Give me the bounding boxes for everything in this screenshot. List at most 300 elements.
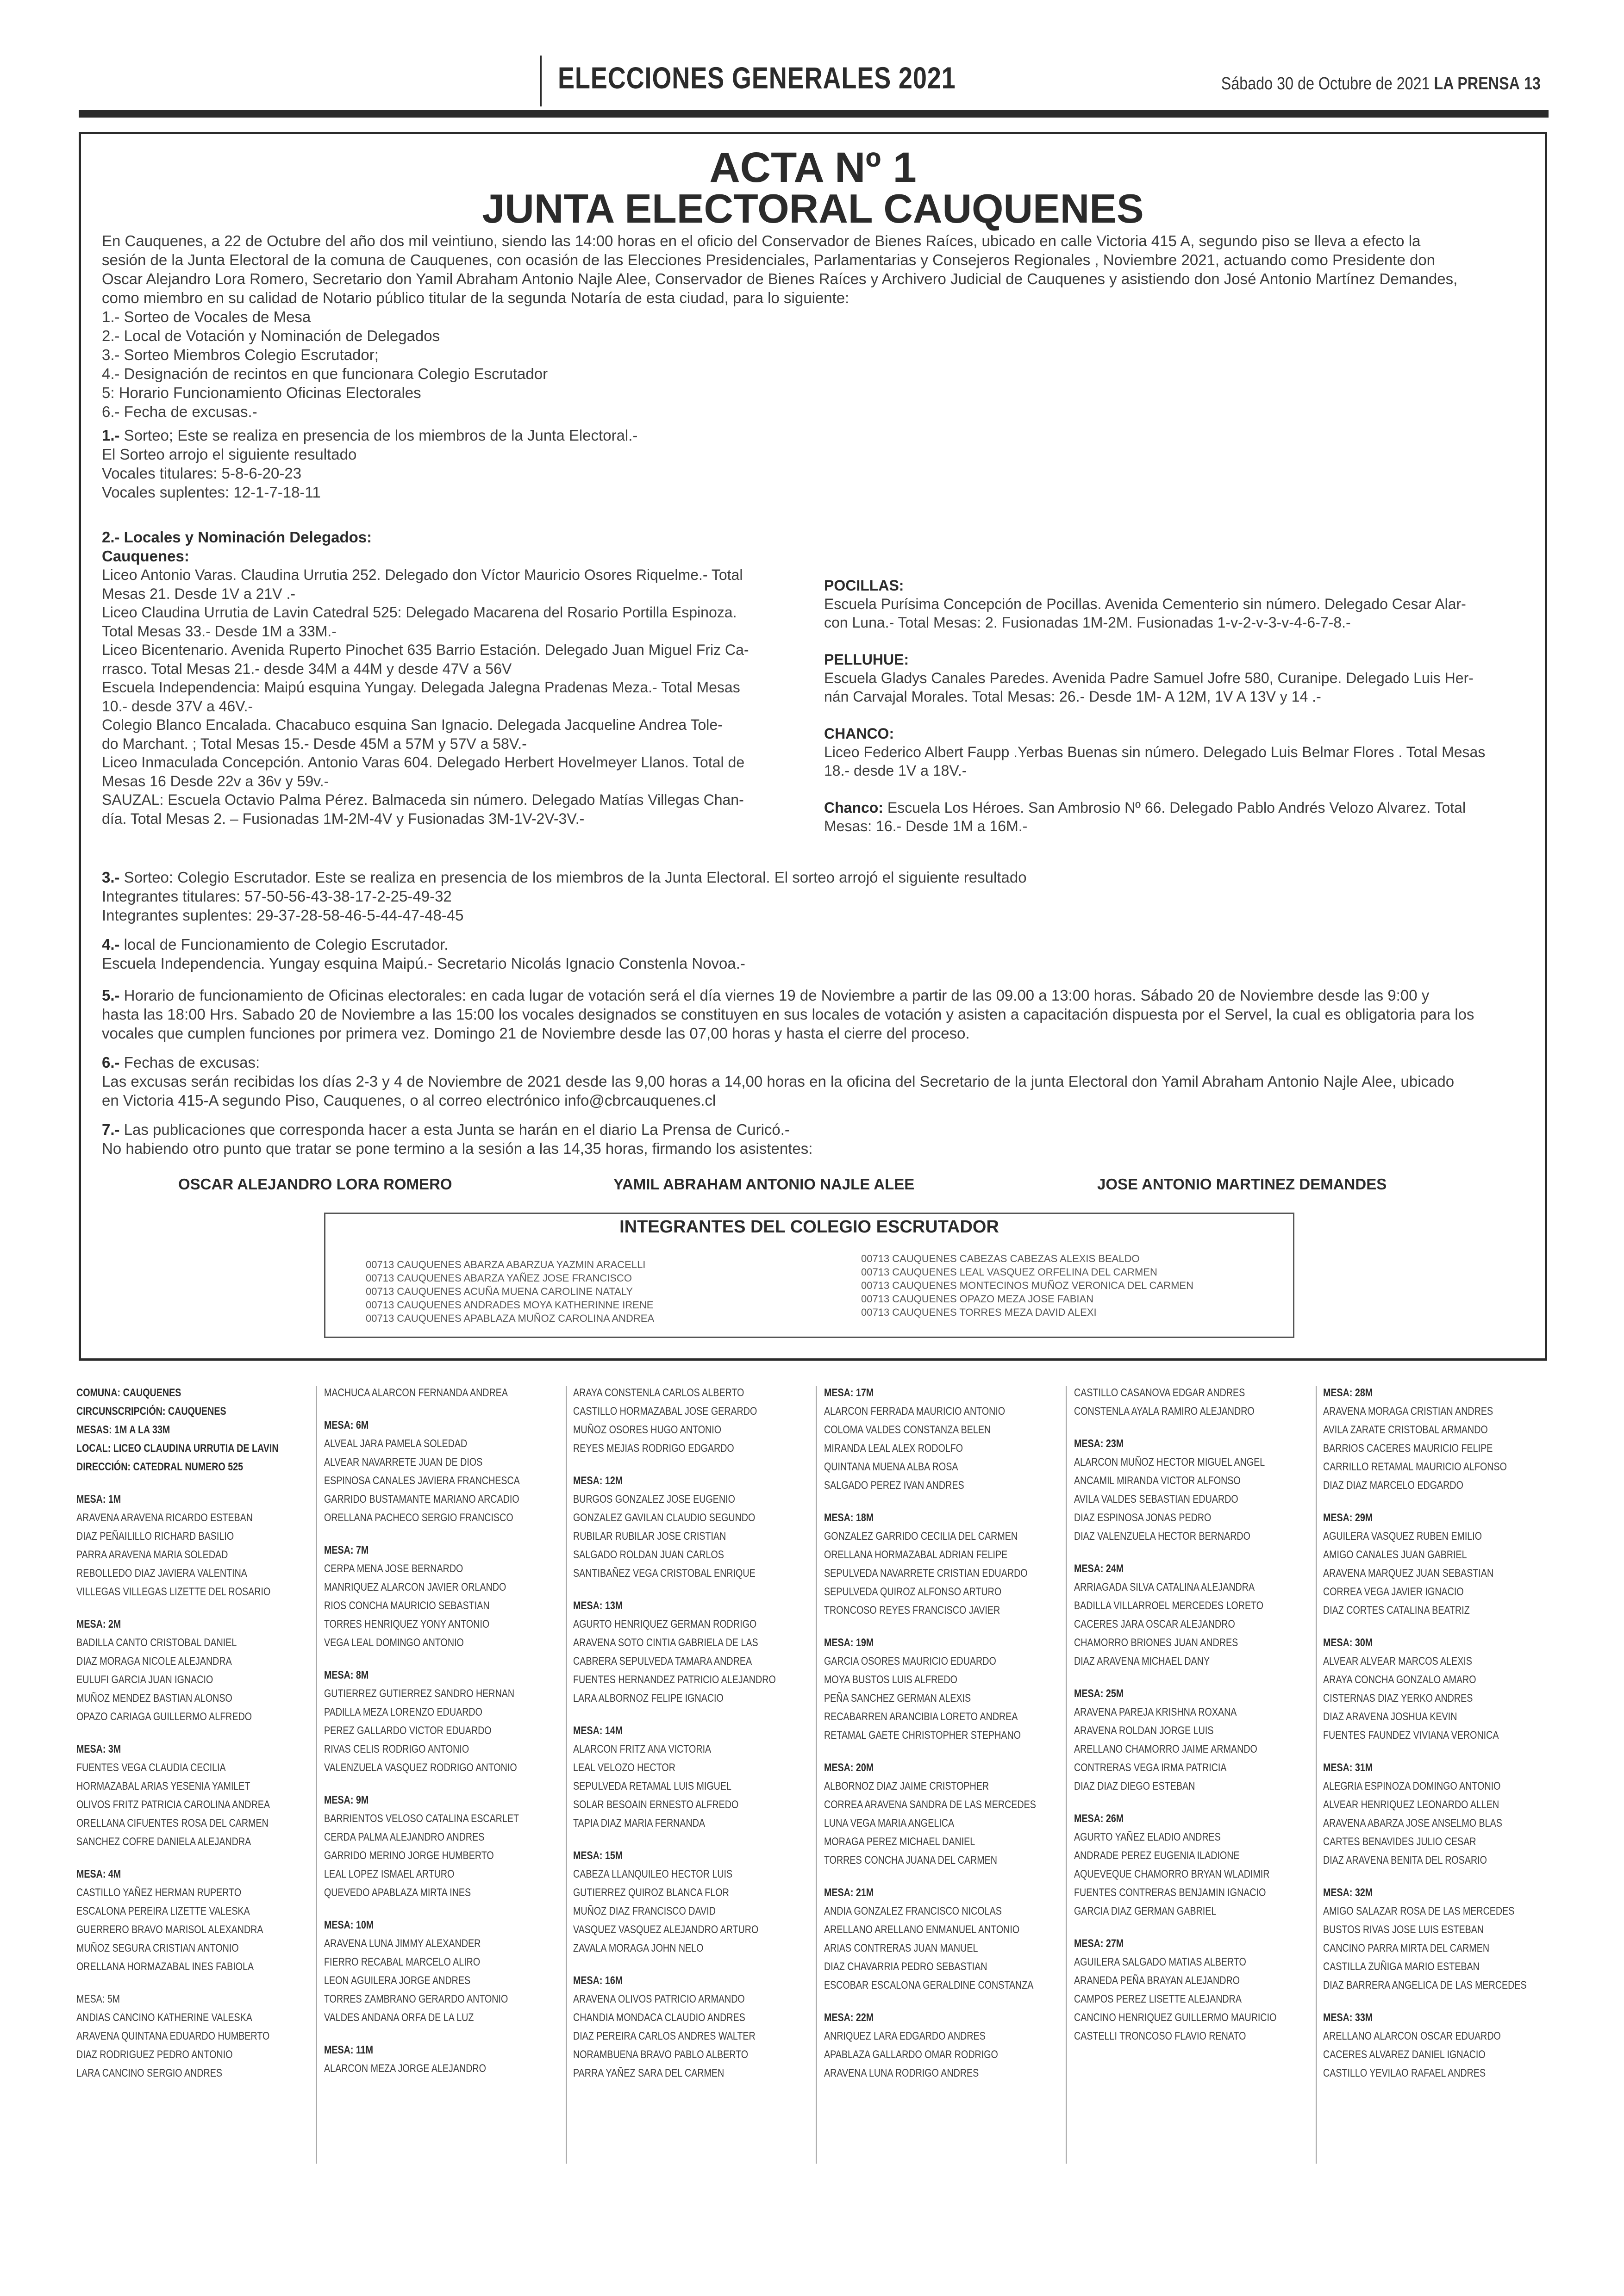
mesa-heading: MESA: 6M — [324, 1419, 369, 1431]
vocal-name: RIOS CONCHA MAURICIO SEBASTIAN — [324, 1599, 490, 1612]
vocal-name: PARRA YAÑEZ SARA DEL CARMEN — [573, 2067, 725, 2079]
vocal-name: ESPINOSA CANALES JAVIERA FRANCHESCA — [324, 1475, 520, 1487]
vocal-name: DIAZ VALENZUELA HECTOR BERNARDO — [1074, 1530, 1250, 1543]
mesa-heading: MESA: 33M — [1323, 2011, 1373, 2024]
colegio-member: 00713 CAUQUENES MONTECINOS MUÑOZ VERONICA DEL CARMEN — [861, 1280, 1193, 1291]
delegate-line: Mesas 16 Desde 22v a 36v y 59v.- — [102, 772, 329, 790]
vocales-column — [1074, 1384, 1315, 2046]
colegio-member: 00713 CAUQUENES OPAZO MEZA JOSE FABIAN — [861, 1293, 1094, 1305]
vocal-name: DIAZ ARAVENA MICHAEL DANY — [1074, 1655, 1210, 1668]
spacer — [1074, 1421, 1271, 1435]
vocal-name: DIAZ RODRIGUEZ PEDRO ANTONIO — [76, 2048, 233, 2061]
vocal-name: GARCIA DIAZ GERMAN GABRIEL — [1074, 1905, 1217, 1917]
point-2-heading: 2.- Locales y Nominación Delegados: — [102, 529, 372, 546]
point-3-line: Integrantes titulares: 57-50-56-43-38-17-2-25-49-32 — [102, 888, 452, 905]
vocal-name: AGURTO HENRIQUEZ GERMAN RODRIGO — [573, 1618, 757, 1630]
vocal-name: MACHUCA ALARCON FERNANDA ANDREA — [324, 1387, 508, 1399]
mesa-heading: COMUNA: CAUQUENES — [76, 1387, 181, 1399]
chanco-heading: CHANCO: — [824, 725, 894, 742]
point-6-line: Fechas de excusas: — [119, 1054, 260, 1071]
vocal-name: ORELLANA HORMAZABAL INES FABIOLA — [76, 1960, 254, 1973]
acta-point-2 — [102, 528, 372, 566]
page-date-line — [1221, 74, 1541, 94]
vocal-name: GARCIA OSORES MAURICIO EDUARDO — [824, 1655, 996, 1668]
vocal-name: ARAVENA ROLDAN JORGE LUIS — [1074, 1724, 1214, 1737]
delegate-line: SAUZAL: Escuela Octavio Palma Pérez. Balmaceda sin número. Delegado Matías Villegas Chan- — [102, 791, 744, 808]
column-divider — [816, 1386, 817, 2164]
delegates-list-other — [824, 576, 1485, 835]
intro-line: 6.- Fecha de excusas.- — [102, 403, 257, 420]
point-6-line: Las excusas serán recibidas los días 2-3 y 4 de Noviembre de 2021 desde las 9,00 horas a 14,00 horas en la oficina del Secretario de la junta Electoral don Yamil Abraham Antonio Najle Alee, ubicado — [102, 1073, 1455, 1090]
point-5-number: 5.- — [102, 987, 120, 1004]
vocal-name: AVILA VALDES SEBASTIAN EDUARDO — [1074, 1493, 1238, 1506]
header-divider — [540, 56, 542, 106]
vocal-name: LARA ALBORNOZ FELIPE IGNACIO — [573, 1692, 724, 1705]
vocal-name: CERPA MENA JOSE BERNARDO — [324, 1562, 463, 1575]
vocal-name: ARAVENA MARQUEZ JUAN SEBASTIAN — [1323, 1567, 1494, 1580]
spacer — [1074, 1921, 1271, 1935]
spacer — [824, 1745, 1021, 1759]
vocal-name: NORAMBUENA BRAVO PABLO ALBERTO — [573, 2048, 749, 2061]
vocal-name: CASTELLI TRONCOSO FLAVIO RENATO — [1074, 2030, 1246, 2042]
vocal-name: MIRANDA LEAL ALEX RODOLFO — [824, 1442, 963, 1455]
vocales-column — [76, 1384, 317, 2083]
mesa-heading: MESA: 27M — [1074, 1937, 1124, 1950]
vocal-name: TORRES ZAMBRANO GERARDO ANTONIO — [324, 1993, 508, 2005]
column-divider — [1066, 1386, 1067, 2164]
vocal-name: MOYA BUSTOS LUIS ALFREDO — [824, 1674, 957, 1686]
mesa-heading: MESA: 10M — [324, 1919, 374, 1931]
vocal-name: BADILLA CANTO CRISTOBAL DANIEL — [76, 1636, 237, 1649]
spacer — [324, 1777, 521, 1791]
vocal-name: ARELLANO ARELLANO ENMANUEL ANTONIO — [824, 1923, 1020, 1936]
spacer — [1074, 1546, 1271, 1560]
vocal-name: GONZALEZ GARRIDO CECILIA DEL CARMEN — [824, 1530, 1018, 1543]
vocal-name: GARRIDO BUSTAMANTE MARIANO ARCADIO — [324, 1493, 519, 1506]
vocal-name: EULUFI GARCIA JUAN IGNACIO — [76, 1674, 213, 1686]
point-2-subheading: Cauquenes: — [102, 548, 189, 565]
vocal-name: TORRES CONCHA JUANA DEL CARMEN — [824, 1854, 997, 1867]
colegio-member: 00713 CAUQUENES TORRES MEZA DAVID ALEXI — [861, 1307, 1097, 1318]
mesa-heading: CIRCUNSCRIPCIÓN: CAUQUENES — [76, 1405, 226, 1418]
vocal-name: PEÑA SANCHEZ GERMAN ALEXIS — [824, 1692, 971, 1705]
vocal-name: PARRA ARAVENA MARIA SOLEDAD — [76, 1549, 228, 1561]
spacer — [573, 1708, 770, 1722]
vocal-name: DIAZ MORAGA NICOLE ALEJANDRA — [76, 1655, 232, 1668]
delegate-line: Escuela Independencia: Maipú esquina Yungay. Delegada Jalegna Pradenas Meza.- Total Mesas — [102, 679, 740, 696]
vocal-name: SALGADO PEREZ IVAN ANDRES — [824, 1479, 964, 1492]
vocal-name: MESA: 5M — [76, 1993, 120, 2005]
newspaper-name: LA PRENSA — [1434, 74, 1520, 93]
vocal-name: FUENTES CONTRERAS BENJAMIN IGNACIO — [1074, 1886, 1266, 1899]
pocillas-line: Escuela Purísima Concepción de Pocillas. Avenida Cementerio sin número. Delegado Cesar Alar- — [824, 596, 1466, 612]
vocales-column — [824, 1384, 1065, 2083]
mesa-heading: MESA: 25M — [1074, 1687, 1124, 1700]
vocal-name: ANRIQUEZ LARA EDGARDO ANDRES — [824, 2030, 986, 2042]
mesa-heading: MESA: 31M — [1323, 1761, 1373, 1774]
vocal-name: CONSTENLA AYALA RAMIRO ALEJANDRO — [1074, 1405, 1255, 1418]
vocal-name: AGUILERA SALGADO MATIAS ALBERTO — [1074, 1956, 1246, 1968]
vocal-name: LEAL VELOZO HECTOR — [573, 1761, 675, 1774]
mesa-heading: MESA: 28M — [1323, 1387, 1373, 1399]
pocillas-line: con Luna.- Total Mesas: 2. Fusionadas 1M-2M. Fusionadas 1-v-2-v-3-v-4-6-7-8.- — [824, 614, 1351, 631]
vocal-name: FUENTES FAUNDEZ VIVIANA VERONICA — [1323, 1729, 1499, 1742]
vocal-name: BARRIENTOS VELOSO CATALINA ESCARLET — [324, 1812, 519, 1825]
vocal-name: ANCAMIL MIRANDA VICTOR ALFONSO — [1074, 1475, 1241, 1487]
mesa-heading: DIRECCIÓN: CATEDRAL NUMERO 525 — [76, 1461, 244, 1473]
intro-line: sesión de la Junta Electoral de la comuna de Cauquenes, con ocasión de las Elecciones Presidenciales, Parlamentarias y Consejeros Regionales , Noviembre 2021, actuando como Presidente don — [102, 251, 1436, 268]
vocal-name: ANDRADE PEREZ EUGENIA ILADIONE — [1074, 1849, 1240, 1862]
spacer — [76, 1476, 274, 1490]
delegate-line: do Marchant. ; Total Mesas 15.- Desde 45M a 57M y 57V a 58V.- — [102, 735, 527, 752]
mesa-heading: MESA: 22M — [824, 2011, 874, 2024]
vocal-name: CONTRERAS VEGA IRMA PATRICIA — [1074, 1761, 1227, 1774]
spacer — [824, 1495, 1021, 1509]
vocal-name: LEAL LOPEZ ISMAEL ARTURO — [324, 1868, 455, 1880]
vocal-name: ALVEAL JARA PAMELA SOLEDAD — [324, 1437, 468, 1450]
vocal-name: ALARCON FRITZ ANA VICTORIA — [573, 1743, 712, 1755]
vocal-name: CASTILLO CASANOVA EDGAR ANDRES — [1074, 1387, 1245, 1399]
spacer — [573, 1833, 770, 1847]
vocal-name: ALARCON MUÑOZ HECTOR MIGUEL ANGEL — [1074, 1456, 1265, 1468]
colegio-member: 00713 CAUQUENES ABARZA ABARZUA YAZMIN ARACELLI — [366, 1259, 646, 1270]
vocal-name: FIERRO RECABAL MARCELO ALIRO — [324, 1956, 481, 1968]
acta-point-7 — [102, 1120, 812, 1158]
vocal-name: CASTILLO YEVILAO RAFAEL ANDRES — [1323, 2067, 1486, 2079]
mesa-heading: MESA: 2M — [76, 1618, 121, 1630]
vocal-name: VALENZUELA VASQUEZ RODRIGO ANTONIO — [324, 1761, 517, 1774]
spacer — [1074, 1671, 1271, 1685]
spacer — [1074, 1796, 1271, 1810]
delegate-line: Liceo Bicentenario. Avenida Ruperto Pinochet 635 Barrio Estación. Delegado Juan Miguel Friz Ca- — [102, 641, 749, 658]
header-rule — [79, 110, 1549, 118]
vocal-name: MUÑOZ OSORES HUGO ANTONIO — [573, 1424, 722, 1436]
vocal-name: ANDIAS CANCINO KATHERINE VALESKA — [76, 2011, 252, 2024]
vocal-name: CABEZA LLANQUILEO HECTOR LUIS — [573, 1868, 733, 1880]
vocal-name: GUERRERO BRAVO MARISOL ALEXANDRA — [76, 1923, 263, 1936]
vocal-name: LUNA VEGA MARIA ANGELICA — [824, 1817, 955, 1829]
spacer — [76, 1851, 274, 1865]
mesa-heading: MESA: 16M — [573, 1974, 623, 1987]
mesa-heading: MESA: 17M — [824, 1387, 874, 1399]
vocal-name: ALBORNOZ DIAZ JAIME CRISTOPHER — [824, 1780, 989, 1792]
vocal-name: CHANDIA MONDACA CLAUDIO ANDRES — [573, 2011, 745, 2024]
vocal-name: MUÑOZ DIAZ FRANCISCO DAVID — [573, 1905, 716, 1917]
mesa-heading: MESA: 1M — [76, 1493, 121, 1506]
chanco-heading-2: Chanco: — [824, 799, 883, 816]
vocal-name: AMIGO CANALES JUAN GABRIEL — [1323, 1549, 1467, 1561]
delegate-line: 10.- desde 37V a 46V.- — [102, 697, 253, 715]
mesa-heading: MESA: 18M — [824, 1512, 874, 1524]
spacer — [324, 1652, 521, 1666]
vocal-name: CACERES JARA OSCAR ALEJANDRO — [1074, 1618, 1235, 1630]
point-6-number: 6.- — [102, 1054, 120, 1071]
point-5-line: vocales que cumplen funciones por primera vez. Domingo 21 de Noviembre desde las 07,00 horas y hasta el cierre del proceso. — [102, 1025, 970, 1042]
vocal-name: PADILLA MEZA LORENZO EDUARDO — [324, 1706, 482, 1718]
mesa-heading: MESA: 4M — [76, 1868, 121, 1880]
spacer — [824, 1620, 1021, 1634]
vocal-name: ORELLANA HORMAZABAL ADRIAN FELIPE — [824, 1549, 1008, 1561]
vocal-name: VEGA LEAL DOMINGO ANTONIO — [324, 1636, 464, 1649]
vocal-name: AGUILERA VASQUEZ RUBEN EMILIO — [1323, 1530, 1482, 1543]
chanco-line: Liceo Federico Albert Faupp .Yerbas Buenas sin número. Delegado Luis Belmar Flores . Total Mesas — [824, 744, 1486, 760]
colegio-member: 00713 CAUQUENES APABLAZA MUÑOZ CAROLINA ANDREA — [366, 1313, 655, 1324]
spacer — [76, 1726, 274, 1740]
vocales-column — [324, 1384, 565, 2078]
mesa-heading: MESA: 32M — [1323, 1886, 1373, 1899]
pelluhue-line: Escuela Gladys Canales Paredes. Avenida Padre Samuel Jofre 580, Curanipe. Delegado Luis Her- — [824, 670, 1474, 686]
point-1-line: El Sorteo arrojo el siguiente resultado — [102, 446, 357, 463]
acta-title: ACTA Nº 1 — [709, 144, 917, 191]
vocal-name: AVILA ZARATE CRISTOBAL ARMANDO — [1323, 1424, 1488, 1436]
vocal-name: DIAZ DIAZ MARCELO EDGARDO — [1323, 1479, 1463, 1492]
colegio-list-right — [861, 1252, 1193, 1319]
pelluhue-line: nán Carvajal Morales. Total Mesas: 26.- Desde 1M- A 12M, 1V A 13V y 14 .- — [824, 688, 1321, 705]
mesa-heading: MESA: 24M — [1074, 1562, 1124, 1575]
vocal-name: ALVEAR ALVEAR MARCOS ALEXIS — [1323, 1655, 1472, 1668]
vocal-name: APABLAZA GALLARDO OMAR RODRIGO — [824, 2048, 998, 2061]
vocal-name: ALVEAR HENRIQUEZ LEONARDO ALLEN — [1323, 1798, 1499, 1811]
point-1-line: Sorteo; Este se realiza en presencia de los miembros de la Junta Electoral.- — [119, 427, 638, 444]
vocales-column — [1323, 1384, 1564, 2083]
vocal-name: SEPULVEDA RETAMAL LUIS MIGUEL — [573, 1780, 731, 1792]
spacer — [1323, 1495, 1520, 1509]
spacer — [76, 1601, 274, 1615]
vocal-name: OPAZO CARIAGA GUILLERMO ALFREDO — [76, 1711, 252, 1723]
spacer — [573, 1958, 770, 1972]
signature-secretary: YAMIL ABRAHAM ANTONIO NAJLE ALEE — [613, 1176, 915, 1193]
colegio-member: 00713 CAUQUENES ANDRADES MOYA KATHERINNE IRENE — [366, 1299, 654, 1311]
vocal-name: REBOLLEDO DIAZ JAVIERA VALENTINA — [76, 1567, 247, 1580]
acta-subtitle: JUNTA ELECTORAL CAUQUENES — [482, 186, 1144, 231]
point-5-line: Horario de funcionamiento de Oficinas electorales: en cada lugar de votación será el día viernes 19 de Noviembre a partir de las 09.00 a 13:00 horas. Sábado 20 de Noviembre desde las 9:00 y — [119, 987, 1430, 1004]
spacer — [573, 1458, 770, 1472]
vocal-name: CARRILLO RETAMAL MAURICIO ALFONSO — [1323, 1461, 1507, 1473]
vocal-name: LARA CANCINO SERGIO ANDRES — [76, 2067, 222, 2079]
acta-point-4 — [102, 935, 745, 973]
colegio-list-left — [366, 1258, 654, 1325]
intro-line: 4.- Designación de recintos en que funcionara Colegio Escrutador — [102, 365, 548, 382]
chanco-line: Escuela Los Héroes. San Ambrosio Nº 66. Delegado Pablo Andrés Velozo Alvarez. Total — [883, 799, 1466, 816]
vocal-name: GONZALEZ GAVILAN CLAUDIO SEGUNDO — [573, 1512, 756, 1524]
spacer — [1323, 1870, 1520, 1884]
delegates-list-cauquenes — [102, 566, 749, 828]
intro-line: Oscar Alejandro Lora Romero, Secretario don Yamil Abraham Antonio Najle Alee, Conservador de Bienes Raíces y Archivero Judicial de Cauquenes y asistiendo don José Antonio Martínez Demandes, — [102, 270, 1458, 287]
vocal-name: SANCHEZ COFRE DANIELA ALEJANDRA — [76, 1836, 251, 1848]
vocal-name: MUÑOZ SEGURA CRISTIAN ANTONIO — [76, 1942, 239, 1954]
point-1-line: Vocales titulares: 5-8-6-20-23 — [102, 465, 302, 482]
vocal-name: DIAZ BARRERA ANGELICA DE LAS MERCEDES — [1323, 1979, 1527, 1991]
vocal-name: BADILLA VILLARROEL MERCEDES LORETO — [1074, 1599, 1264, 1612]
vocales-column — [573, 1384, 814, 2083]
vocal-name: CERDA PALMA ALEJANDRO ANDRES — [324, 1831, 485, 1843]
vocal-name: CACERES ALVAREZ DANIEL IGNACIO — [1323, 2048, 1486, 2061]
point-1-line: Vocales suplentes: 12-1-7-18-11 — [102, 484, 321, 501]
signature-president: OSCAR ALEJANDRO LORA ROMERO — [178, 1176, 452, 1193]
vocal-name: SEPULVEDA QUIROZ ALFONSO ARTURO — [824, 1586, 1002, 1598]
intro-line: 1.- Sorteo de Vocales de Mesa — [102, 308, 311, 325]
point-1-number: 1.- — [102, 427, 120, 444]
vocal-name: MORAGA PEREZ MICHAEL DANIEL — [824, 1836, 975, 1848]
vocal-name: ALEGRIA ESPINOZA DOMINGO ANTONIO — [1323, 1780, 1501, 1792]
point-7-number: 7.- — [102, 1121, 120, 1138]
issue-date: Sábado 30 de Octubre de 2021 — [1221, 74, 1430, 93]
delegate-line: Liceo Antonio Varas. Claudina Urrutia 252. Delegado don Víctor Mauricio Osores Riquelme.- Total — [102, 566, 743, 583]
vocal-name: DIAZ PEREIRA CARLOS ANDRES WALTER — [573, 2030, 756, 2042]
mesa-heading: MESA: 8M — [324, 1669, 369, 1681]
acta-point-1 — [102, 426, 637, 502]
vocal-name: QUEVEDO APABLAZA MIRTA INES — [324, 1886, 471, 1899]
vocal-name: AGURTO YAÑEZ ELADIO ANDRES — [1074, 1831, 1221, 1843]
vocal-name: VASQUEZ VASQUEZ ALEJANDRO ARTURO — [573, 1923, 759, 1936]
vocal-name: ARAVENA MORAGA CRISTIAN ANDRES — [1323, 1405, 1493, 1418]
vocal-name: ARIAS CONTRERAS JUAN MANUEL — [824, 1942, 978, 1954]
vocal-name: COLOMA VALDES CONSTANZA BELEN — [824, 1424, 991, 1436]
vocal-name: ARAVENA LUNA RODRIGO ANDRES — [824, 2067, 979, 2079]
vocal-name: DIAZ CHAVARRIA PEDRO SEBASTIAN — [824, 1960, 987, 1973]
column-divider — [1316, 1386, 1317, 2164]
vocal-name: CARTES BENAVIDES JULIO CESAR — [1323, 1836, 1476, 1848]
acta-point-3 — [102, 868, 1027, 925]
vocal-name: ESCALONA PEREIRA LIZETTE VALESKA — [76, 1905, 250, 1917]
spacer — [76, 1976, 274, 1990]
vocal-name: ARAYA CONSTENLA CARLOS ALBERTO — [573, 1387, 744, 1399]
mesa-heading: MESA: 20M — [824, 1761, 874, 1774]
vocal-name: ARAVENA SOTO CINTIA GABRIELA DE LAS — [573, 1636, 758, 1649]
vocal-name: CAMPOS PEREZ LISETTE ALEJANDRA — [1074, 1993, 1242, 2005]
colegio-member: 00713 CAUQUENES ABARZA YAÑEZ JOSE FRANCISCO — [366, 1272, 632, 1284]
vocal-name: VILLEGAS VILLEGAS LIZETTE DEL ROSARIO — [76, 1586, 271, 1598]
pelluhue-heading: PELLUHUE: — [824, 651, 909, 668]
chanco-line: Mesas: 16.- Desde 1M a 16M.- — [824, 818, 1028, 834]
mesa-heading: MESA: 15M — [573, 1849, 623, 1862]
intro-line: 3.- Sorteo Miembros Colegio Escrutador; — [102, 346, 379, 363]
spacer — [1323, 1745, 1520, 1759]
vocal-name: ANDIA GONZALEZ FRANCISCO NICOLAS — [824, 1905, 1002, 1917]
vocal-name: DIAZ PEÑAILILLO RICHARD BASILIO — [76, 1530, 234, 1543]
vocal-name: DIAZ ARAVENA BENITA DEL ROSARIO — [1323, 1854, 1487, 1867]
delegate-line: Liceo Claudina Urrutia de Lavin Catedral 525: Delegado Macarena del Rosario Portilla Espinoza. — [102, 604, 737, 621]
vocal-name: DIAZ ARAVENA JOSHUA KEVIN — [1323, 1711, 1457, 1723]
spacer — [1323, 1995, 1520, 2009]
vocal-name: HORMAZABAL ARIAS YESENIA YAMILET — [76, 1780, 250, 1792]
vocal-name: LEON AGUILERA JORGE ANDRES — [324, 1974, 471, 1987]
mesa-heading: MESA: 29M — [1323, 1512, 1373, 1524]
vocal-name: DIAZ ESPINOSA JONAS PEDRO — [1074, 1512, 1212, 1524]
intro-line: 2.- Local de Votación y Nominación de Delegados — [102, 327, 440, 344]
mesa-heading: MESA: 7M — [324, 1544, 369, 1556]
point-4-number: 4.- — [102, 936, 120, 953]
vocal-name: OLIVOS FRITZ PATRICIA CAROLINA ANDREA — [76, 1798, 270, 1811]
spacer — [324, 1402, 521, 1416]
vocal-name: AMIGO SALAZAR ROSA DE LAS MERCEDES — [1323, 1905, 1515, 1917]
vocal-name: ARELLANO ALARCON OSCAR EDUARDO — [1323, 2030, 1501, 2042]
vocal-name: ALARCON FERRADA MAURICIO ANTONIO — [824, 1405, 1006, 1418]
mesa-heading: MESA: 19M — [824, 1636, 874, 1649]
spacer — [1323, 1620, 1520, 1634]
vocal-name: GUTIERREZ QUIROZ BLANCA FLOR — [573, 1886, 729, 1899]
spacer — [324, 1527, 521, 1541]
point-3-line: Integrantes suplentes: 29-37-28-58-46-5-44-47-48-45 — [102, 907, 464, 924]
vocal-name: CANCINO HENRIQUEZ GUILLERMO MAURICIO — [1074, 2011, 1277, 2024]
vocal-name: CASTILLA ZUÑIGA MARIO ESTEBAN — [1323, 1960, 1480, 1973]
vocal-name: GUTIERREZ GUTIERREZ SANDRO HERNAN — [324, 1687, 515, 1700]
vocal-name: TAPIA DIAZ MARIA FERNANDA — [573, 1817, 706, 1829]
colegio-member: 00713 CAUQUENES ACUÑA MUENA CAROLINE NATALY — [366, 1286, 633, 1297]
vocal-name: FUENTES HERNANDEZ PATRICIO ALEJANDRO — [573, 1674, 776, 1686]
vocal-name: CHAMORRO BRIONES JUAN ANDRES — [1074, 1636, 1238, 1649]
intro-line: En Cauquenes, a 22 de Octubre del año dos mil veintiuno, siendo las 14:00 horas en el oficio del Conservador de Bienes Raíces, ubicado en calle Victoria 415 A, segundo piso se lleva a efecto la — [102, 232, 1421, 249]
vocal-name: CANCINO PARRA MIRTA DEL CARMEN — [1323, 1942, 1490, 1954]
vocal-name: CORREA VEGA JAVIER IGNACIO — [1323, 1586, 1464, 1598]
acta-point-5 — [102, 986, 1474, 1043]
vocal-name: ARAVENA ARAVENA RICARDO ESTEBAN — [76, 1512, 253, 1524]
point-7-line: No habiendo otro punto que tratar se pone termino a la sesión a las 14,35 horas, firmando los asistentes: — [102, 1140, 813, 1157]
vocal-name: CASTILLO HORMAZABAL JOSE GERARDO — [573, 1405, 757, 1418]
mesa-heading: MESAS: 1M A LA 33M — [76, 1424, 170, 1436]
vocal-name: ORELLANA CIFUENTES ROSA DEL CARMEN — [76, 1817, 269, 1829]
vocal-name: ARAVENA ABARZA JOSE ANSELMO BLAS — [1323, 1817, 1502, 1829]
vocal-name: SEPULVEDA NAVARRETE CRISTIAN EDUARDO — [824, 1567, 1028, 1580]
vocal-name: PEREZ GALLARDO VICTOR EDUARDO — [324, 1724, 492, 1737]
vocal-name: ORELLANA PACHECO SERGIO FRANCISCO — [324, 1512, 513, 1524]
mesa-heading: MESA: 12M — [573, 1475, 623, 1487]
vocal-name: REYES MEJIAS RODRIGO EDGARDO — [573, 1442, 734, 1455]
spacer — [324, 2027, 521, 2041]
colegio-member: 00713 CAUQUENES CABEZAS CABEZAS ALEXIS BEALDO — [861, 1253, 1140, 1264]
intro-line: 5: Horario Funcionamiento Oficinas Electorales — [102, 384, 421, 401]
vocal-name: CORREA ARAVENA SANDRA DE LAS MERCEDES — [824, 1798, 1036, 1811]
delegate-line: rrasco. Total Mesas 21.- desde 34M a 44M y desde 47V a 56V — [102, 660, 512, 677]
vocal-name: TRONCOSO REYES FRANCISCO JAVIER — [824, 1604, 1000, 1617]
vocal-name: TORRES HENRIQUEZ YONY ANTONIO — [324, 1618, 490, 1630]
vocal-name: CABRERA SEPULVEDA TAMARA ANDREA — [573, 1655, 752, 1668]
spacer — [824, 1870, 1021, 1884]
acta-point-6 — [102, 1053, 1454, 1110]
mesa-heading: MESA: 26M — [1074, 1812, 1124, 1825]
vocal-name: ESCOBAR ESCALONA GERALDINE CONSTANZA — [824, 1979, 1034, 1991]
colegio-member: 00713 CAUQUENES LEAL VASQUEZ ORFELINA DEL CARMEN — [861, 1266, 1157, 1278]
vocal-name: ZAVALA MORAGA JOHN NELO — [573, 1942, 704, 1954]
pocillas-heading: POCILLAS: — [824, 577, 904, 594]
mesa-heading: MESA: 21M — [824, 1886, 874, 1899]
vocal-name: ALARCON MEZA JORGE ALEJANDRO — [324, 2062, 486, 2075]
column-divider — [566, 1386, 567, 2164]
point-4-line: Escuela Independencia. Yungay esquina Maipú.- Secretario Nicolás Ignacio Constenla Novoa.- — [102, 955, 745, 972]
vocal-name: ARRIAGADA SILVA CATALINA ALEJANDRA — [1074, 1581, 1255, 1593]
vocal-name: QUINTANA MUENA ALBA ROSA — [824, 1461, 958, 1473]
vocal-name: ARAVENA PAREJA KRISHNA ROXANA — [1074, 1706, 1237, 1718]
vocal-name: RUBILAR RUBILAR JOSE CRISTIAN — [573, 1530, 726, 1543]
delegate-line: Total Mesas 33.- Desde 1M a 33M.- — [102, 622, 337, 640]
vocal-name: BARRIOS CACERES MAURICIO FELIPE — [1323, 1442, 1493, 1455]
vocal-name: CASTILLO YAÑEZ HERMAN RUPERTO — [76, 1886, 242, 1899]
vocal-name: ARAVENA OLIVOS PATRICIO ARMANDO — [573, 1993, 745, 2005]
vocal-name: ARANEDA PEÑA BRAYAN ALEJANDRO — [1074, 1974, 1240, 1987]
vocal-name: ALVEAR NAVARRETE JUAN DE DIOS — [324, 1456, 483, 1468]
vocal-name: AQUEVEQUE CHAMORRO BRYAN WLADIMIR — [1074, 1868, 1270, 1880]
vocal-name: BUSTOS RIVAS JOSE LUIS ESTEBAN — [1323, 1923, 1484, 1936]
vocal-name: SANTIBAÑEZ VEGA CRISTOBAL ENRIQUE — [573, 1567, 756, 1580]
section-title: ELECCIONES GENERALES 2021 — [558, 61, 956, 95]
delegate-line: día. Total Mesas 2. – Fusionadas 1M-2M-4V y Fusionadas 3M-1V-2V-3V.- — [102, 810, 585, 827]
vocal-name: ARAVENA QUINTANA EDUARDO HUMBERTO — [76, 2030, 270, 2042]
point-7-line: Las publicaciones que corresponda hacer a esta Junta se harán en el diario La Prensa de Curicó.- — [119, 1121, 790, 1138]
acta-intro — [102, 231, 1457, 421]
delegate-line: Colegio Blanco Encalada. Chacabuco esquina San Ignacio. Delegada Jacqueline Andrea Tole- — [102, 716, 723, 733]
spacer — [824, 1995, 1021, 2009]
vocal-name: VALDES ANDANA ORFA DE LA LUZ — [324, 2011, 474, 2024]
